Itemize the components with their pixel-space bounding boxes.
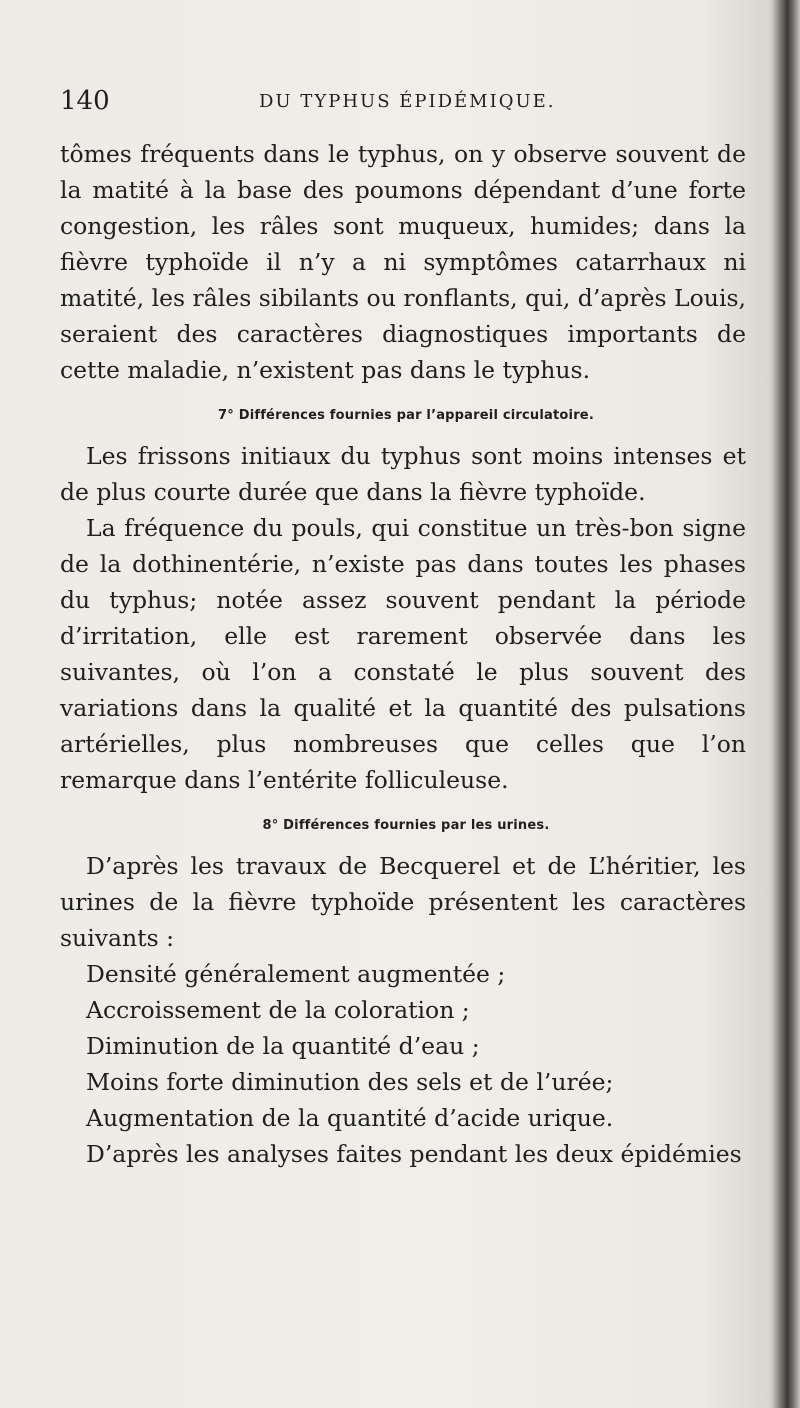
list-item: Accroissement de la coloration ; <box>86 996 470 1024</box>
paragraph-4: D’après les travaux de Becquerel et de L’héritier, les urines de la fièvre typhoïde présentent les caractères suivants : <box>60 852 746 952</box>
paragraph-3: La fréquence du pouls, qui constitue un très-bon signe de la dothinentérie, n’existe pas dans toutes les phases du typhus; notée assez souvent pendant la période d’irritation, elle est rarement observée dans les suivantes, où l’on a constaté le plus souvent des variations dans la qualité et la quantité des pulsations artérielles, plus nombreuses que celles que l’on remarque dans l’entérite folliculeuse. <box>60 514 746 794</box>
page-edge-shadow <box>772 0 800 1408</box>
page-number: 140 <box>60 86 110 116</box>
section-heading-urines: 8° Différences fournies par les urines. <box>262 818 550 833</box>
list-item: Moins forte diminution des sels et de l’urée; <box>86 1068 614 1096</box>
list-item: Densité généralement augmentée ; <box>86 960 506 988</box>
section-heading-circulatoire: 7° Différences fournies par l’appareil circulatoire. <box>218 408 594 423</box>
page-body <box>60 136 746 1172</box>
paragraph-2: Les frissons initiaux du typhus sont moins intenses et de plus courte durée que dans la fièvre typhoïde. <box>60 442 746 506</box>
list-item: Diminution de la quantité d’eau ; <box>86 1032 480 1060</box>
list-item: Augmentation de la quantité d’acide urique. <box>86 1104 614 1132</box>
running-title: DU TYPHUS ÉPIDÉMIQUE. <box>259 91 556 112</box>
page-header <box>60 86 760 118</box>
characteristics-list <box>60 956 746 1136</box>
paragraph-5: D’après les analyses faites pendant les deux épidémies <box>86 1140 742 1168</box>
paragraph-1: tômes fréquents dans le typhus, on y observe souvent de la matité à la base des poumons dépendant d’une forte congestion, les râles sont muqueux, humides; dans la fièvre typhoïde il n’y a ni symptômes catarrhaux ni matité, les râles sibilants ou ronflants, qui, d’après Louis, seraient des caractères diagnostiques importants de cette maladie, n’existent pas dans le typhus. <box>60 140 746 384</box>
